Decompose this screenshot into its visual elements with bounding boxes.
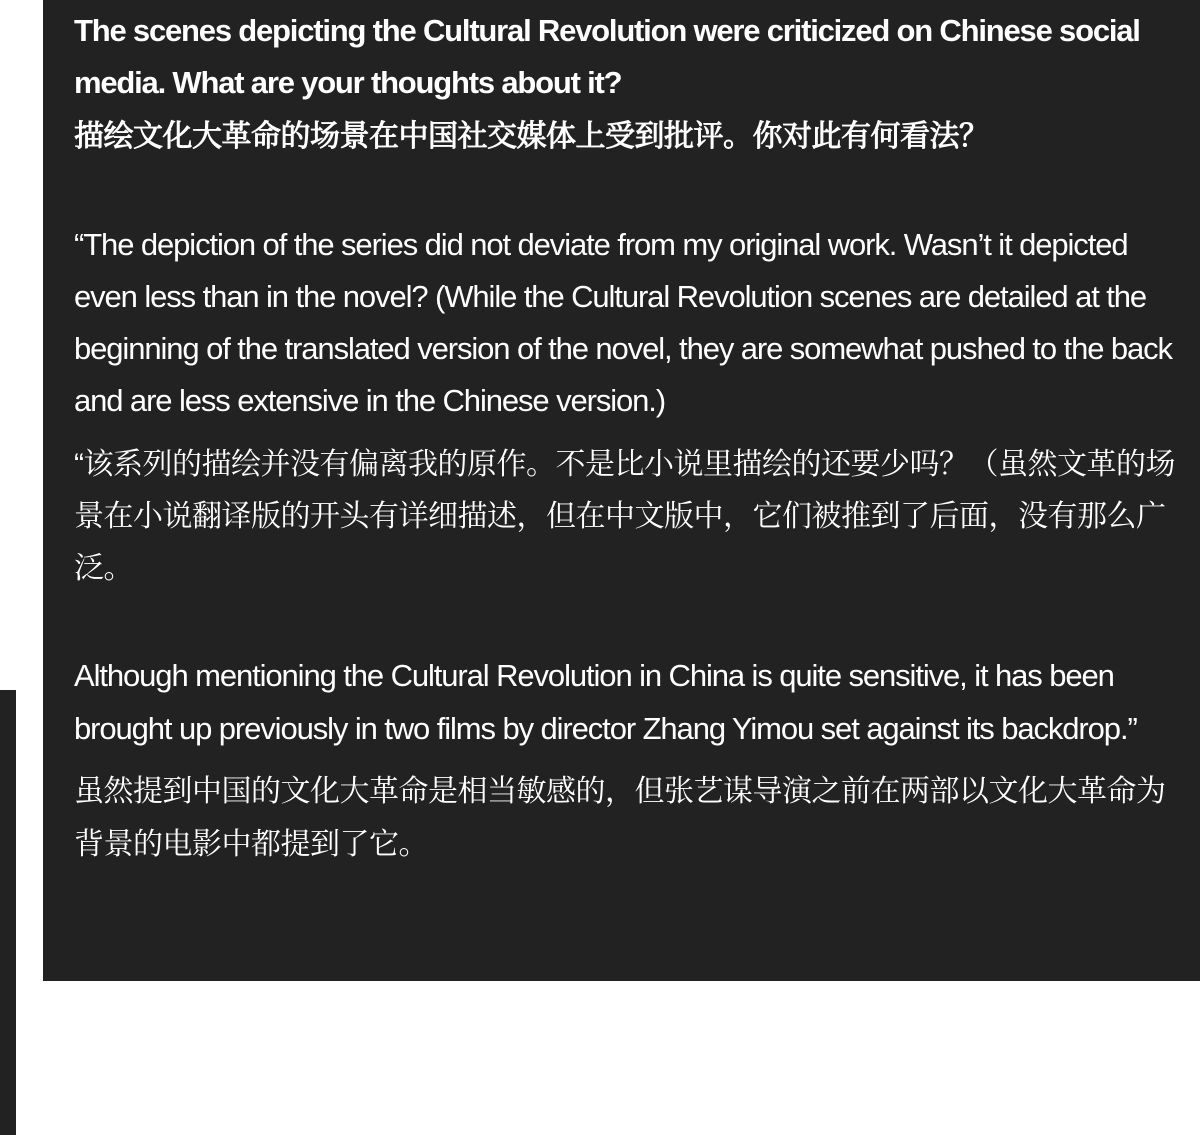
article-panel [43, 0, 1200, 981]
answer-chinese-2: 虽然提到中国的文化大革命是相当敏感的，但张艺谋导演之前在两部以文化大革命为背景的电影中都提到了它。 [74, 775, 1166, 861]
left-dark-bar [0, 690, 16, 1135]
question-chinese: 描绘文化大革命的场景在中国社交媒体上受到批评。你对此有何看法？ [74, 120, 989, 153]
question-english: The scenes depicting the Cultural Revolution were criticized on Chinese social media. What are your thoughts about it? [74, 13, 1140, 100]
answer-english-2: Although mentioning the Cultural Revolution in China is quite sensitive, it has been brought up previously in two films by director Zhang Yimou set against its backdrop.” [74, 658, 1137, 746]
answer-chinese-1: “该系列的描绘并没有偏离我的原作。不是比小说里描绘的还要少吗？（虽然文革的场景在小说翻译版的开头有详细描述，但在中文版中，它们被推到了后面，没有那么广泛。 [74, 448, 1175, 585]
answer-english-1: “The depiction of the series did not deviate from my original work. Wasn’t it depicted even less than in the novel? (While the Cultural Revolution scenes are detailed at the beginning of the translated version of the novel, they are somewhat pushed to the back and are less extensive in the Chinese version.) [74, 227, 1172, 418]
